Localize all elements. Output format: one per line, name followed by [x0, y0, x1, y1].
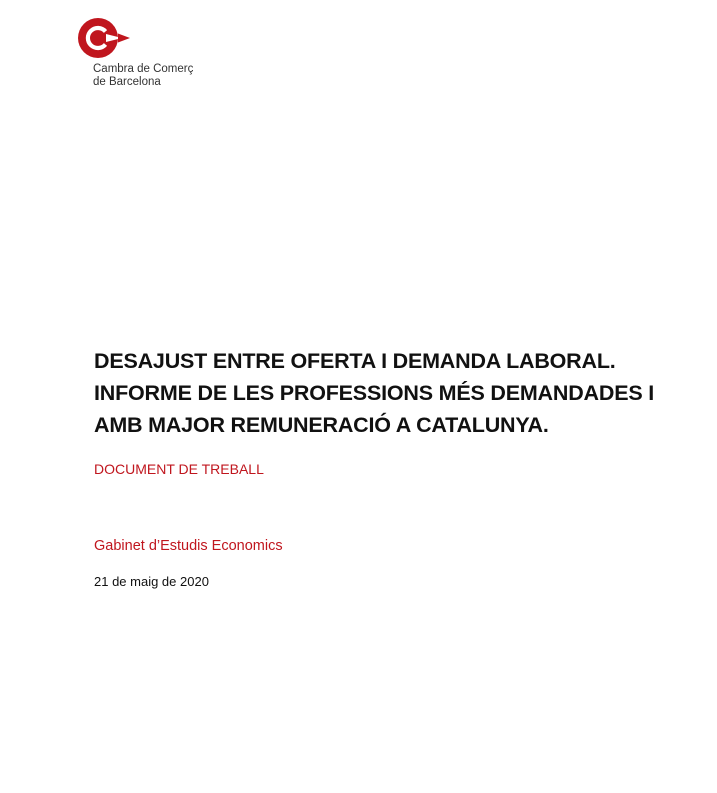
title-line-1: DESAJUST ENTRE OFERTA I DEMANDA LABORAL. [94, 349, 616, 373]
logo-text-line-2: de Barcelona [93, 76, 161, 88]
document-subtitle: DOCUMENT DE TREBALL [94, 461, 264, 477]
document-title [94, 345, 684, 441]
chamber-of-commerce-logo-icon [78, 17, 138, 59]
department-name: Gabinet d’Estudis Economics [94, 538, 283, 554]
title-line-2: INFORME DE LES PROFESSIONS MÉS DEMANDADES I [94, 381, 655, 405]
logo-text-line-1: Cambra de Comerç [93, 63, 194, 75]
title-line-3: AMB MAJOR REMUNERACIÓ A CATALUNYA. [94, 413, 549, 437]
document-date: 21 de maig de 2020 [94, 574, 209, 589]
logo-wordmark [93, 63, 193, 89]
